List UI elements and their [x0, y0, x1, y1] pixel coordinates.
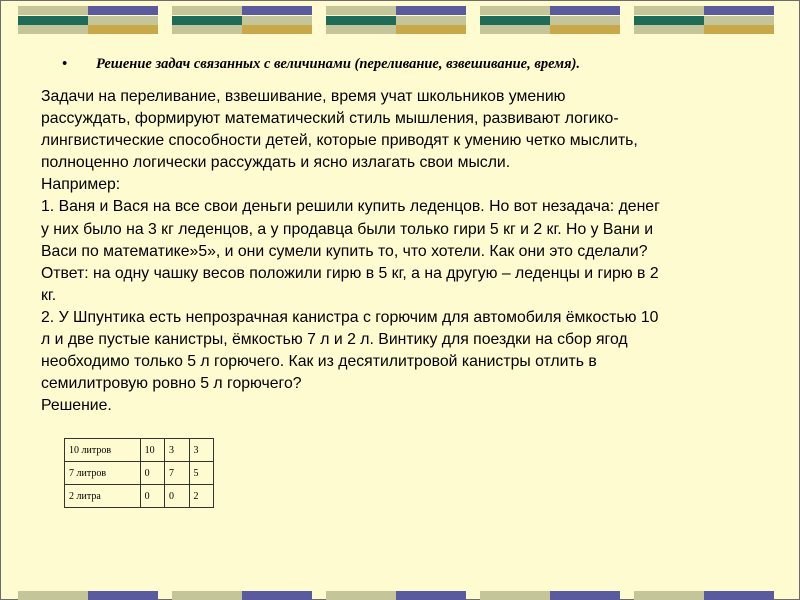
band-cell [480, 16, 550, 25]
band-cell [88, 591, 158, 600]
band-cell [396, 591, 466, 600]
band-block [634, 6, 774, 34]
band-cell [326, 25, 396, 34]
table-cell: 3 [165, 439, 189, 462]
band-cell [550, 25, 620, 34]
band-cell [480, 25, 550, 34]
band-cell [326, 6, 396, 15]
table-row [65, 439, 214, 462]
table-row [65, 485, 214, 508]
body-line: Задачи на переливание, взвешивание, время учат школьников умению [41, 88, 566, 105]
body-line: полноценно логически рассуждать и ясно излагать свои мысли. [41, 154, 511, 172]
band-cell [242, 25, 312, 34]
band-block [326, 591, 466, 600]
band-cell [634, 6, 704, 15]
body-line: л и две пустые канистры, ёмкостью 7 л и 2 л. Винтику для поездки на сбор ягод [41, 331, 628, 349]
table-cell: 0 [140, 485, 164, 508]
table-row [65, 462, 214, 485]
band-cell [172, 16, 242, 25]
table-cell: 3 [189, 439, 214, 462]
band-block [480, 591, 620, 600]
band-cell [18, 591, 88, 600]
band-cell [88, 25, 158, 34]
band-cell [326, 16, 396, 25]
row-label: 10 литров [65, 439, 141, 462]
band-cell [326, 591, 396, 600]
body-line: 2. У Шпунтика есть непрозрачная канистра с горючим для автомобиля ёмкостью 10 [41, 308, 659, 326]
body-text [41, 86, 761, 417]
body-line: у них было на 3 кг леденцов, а у продавца были только гири 5 кг и 2 кг. Но у Вани и [41, 220, 654, 238]
body-line: Ответ: на одну чашку весов положили гирю в 5 кг, а на другую – леденцы и гирю в 2 [41, 264, 659, 282]
table-cell: 5 [189, 462, 214, 485]
band-block [172, 6, 312, 34]
band-cell [704, 591, 774, 600]
band-cell [88, 16, 158, 25]
band-cell [480, 6, 550, 15]
table-cell: 0 [140, 462, 164, 485]
band-cell [18, 16, 88, 25]
body-line: необходимо только 5 л горючего. Как из десятилитровой канистры отлить в [41, 353, 597, 371]
band-cell [704, 16, 774, 25]
band-cell [396, 25, 466, 34]
band-cell [18, 6, 88, 15]
band-cell [242, 16, 312, 25]
band-cell [634, 25, 704, 34]
band-cell [634, 16, 704, 25]
body-line: Решение. [41, 397, 112, 415]
row-label: 2 литра [65, 485, 141, 508]
band-cell [634, 591, 704, 600]
table-cell: 10 [140, 439, 164, 462]
band-block [18, 6, 158, 34]
band-block [326, 6, 466, 34]
band-cell [704, 25, 774, 34]
row-label: 7 литров [65, 462, 141, 485]
solution-table [64, 438, 214, 508]
band-cell [242, 591, 312, 600]
body-line: кг. [41, 286, 57, 304]
band-cell [88, 6, 158, 15]
band-cell [550, 16, 620, 25]
band-cell [550, 6, 620, 15]
heading-text: Решение задач связанных с величинами (переливание, взвешивание, время). [96, 56, 581, 72]
band-cell [172, 6, 242, 15]
band-cell [396, 6, 466, 15]
band-cell [550, 591, 620, 600]
band-block [480, 6, 620, 34]
body-line: Васи по математике»5», и они сумели купить то, что хотели. Как они это сделали? [41, 242, 648, 260]
band-cell [172, 591, 242, 600]
band-cell [172, 25, 242, 34]
band-cell [396, 16, 466, 25]
body-line: семилитровую ровно 5 л горючего? [41, 375, 302, 393]
band-cell [18, 25, 88, 34]
band-block [172, 591, 312, 600]
table-cell: 0 [165, 485, 189, 508]
body-line: рассуждать, формируют математический стиль мышления, развивают логико- [41, 110, 619, 128]
table-cell: 2 [189, 485, 214, 508]
decorative-bottom-band [0, 591, 800, 600]
decorative-top-band [0, 6, 800, 34]
body-line: Например: [41, 176, 121, 194]
band-block [634, 591, 774, 600]
band-block [18, 591, 158, 600]
bullet-icon: • [62, 56, 68, 72]
body-line: лингвистические способности детей, которые приводят к умению четко мыслить, [41, 132, 638, 150]
body-line: 1. Ваня и Вася на все свои деньги решили купить леденцов. Но вот незадача: денег [41, 198, 660, 216]
table-cell: 7 [165, 462, 189, 485]
band-cell [242, 6, 312, 15]
band-cell [480, 591, 550, 600]
band-cell [704, 6, 774, 15]
